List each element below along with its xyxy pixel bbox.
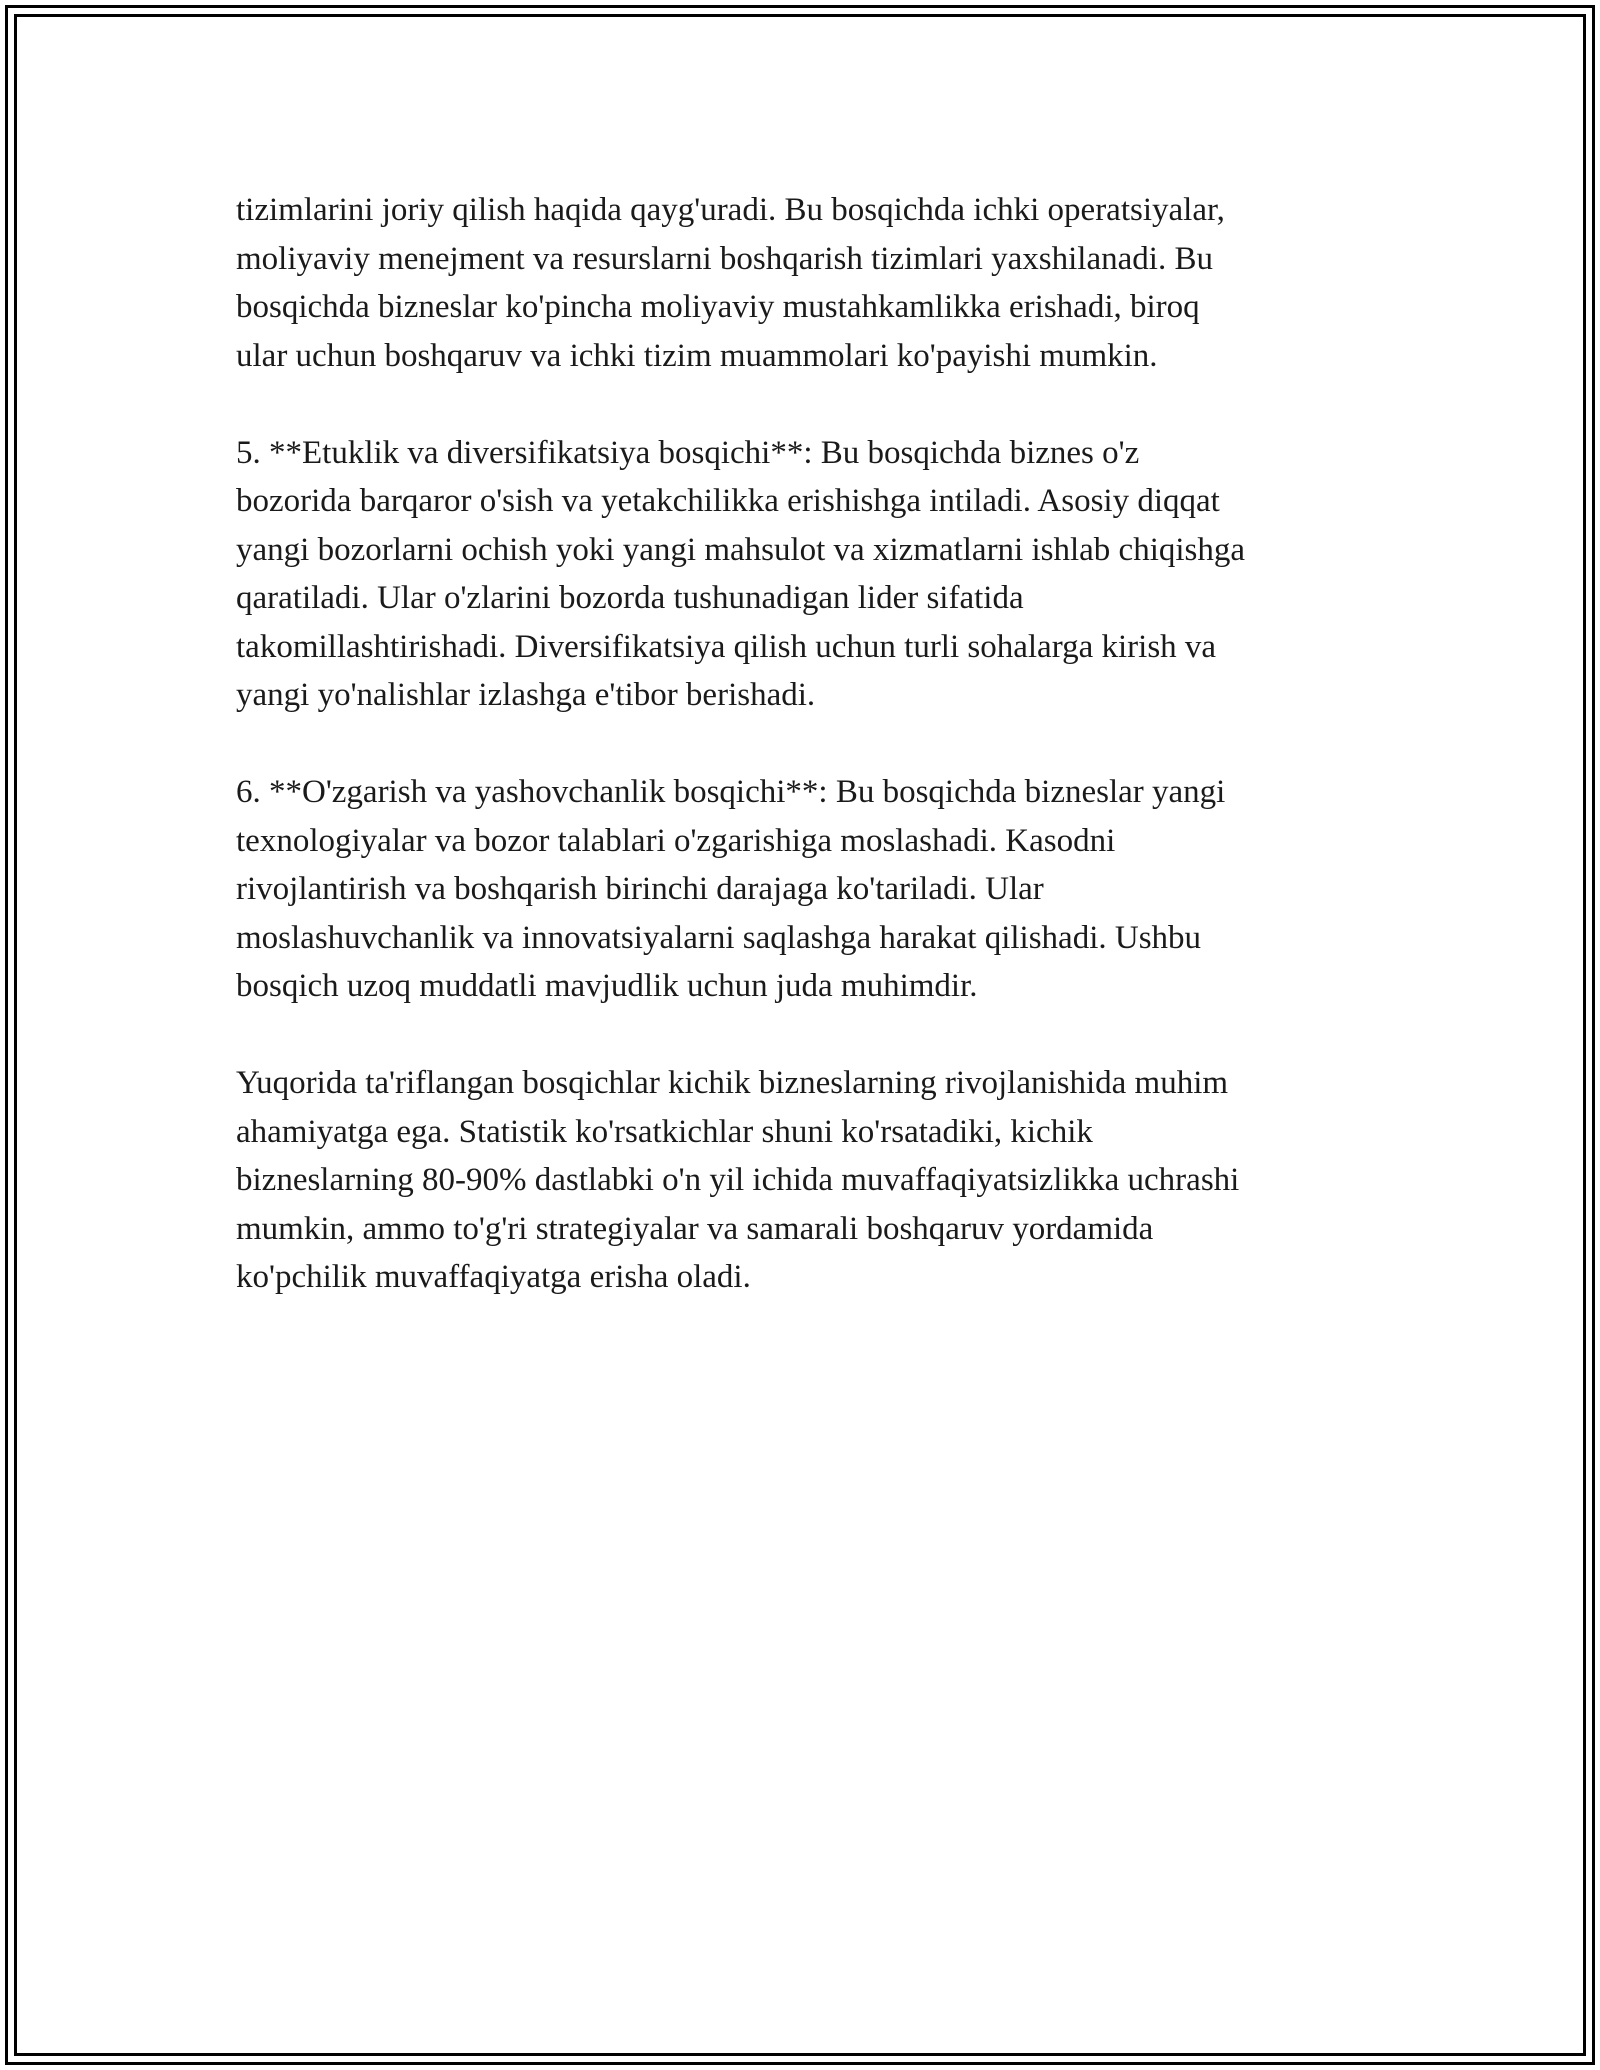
- text-line: bosqich uzoq muddatli mavjudlik uchun juda muhimdir.: [236, 968, 978, 1004]
- text-line: takomillashtirishadi. Diversifikatsiya qilish uchun turli sohalarga kirish va: [236, 628, 1217, 665]
- text-line: texnologiyalar va bozor talablari o'zgarishiga moslashadi. Kasodni: [236, 822, 1116, 859]
- text-line: mumkin, ammo to'g'ri strategiyalar va samarali boshqaruv yordamida: [236, 1210, 1154, 1247]
- text-line: bozorida barqaror o'sish va yetakchilikka erishishga intiladi. Asosiy diqqat: [236, 483, 1220, 519]
- paragraph-stage-5: [236, 429, 1396, 720]
- text-line: 5. **Etuklik va diversifikatsiya bosqichi**: Bu bosqichda biznes o'z: [236, 434, 1140, 471]
- text-line: yangi yo'nalishlar izlashga e'tibor berishadi.: [236, 677, 816, 713]
- text-line: bizneslarning 80-90% dastlabki o'n yil ichida muvaffaqiyatsizlikka uchrashi: [236, 1162, 1240, 1198]
- paragraph-stage-6: [236, 768, 1396, 1011]
- paragraph-intro-continuation: [236, 186, 1396, 380]
- text-line: tizimlarini joriy qilish haqida qayg'uradi. Bu bosqichda ichki operatsiyalar,: [236, 192, 1225, 228]
- text-line: moliyaviy menejment va resurslarni boshqarish tizimlari yaxshilanadi. Bu: [236, 240, 1213, 277]
- paragraph-conclusion: [236, 1059, 1396, 1302]
- text-line: ko'pchilik muvaffaqiyatga erisha oladi.: [236, 1259, 751, 1295]
- text-line: bosqichda bizneslar ko'pincha moliyaviy mustahkamlikka erishadi, biroq: [236, 289, 1200, 325]
- document-body: [236, 186, 1396, 1350]
- text-line: rivojlantirish va boshqarish birinchi darajaga ko'tariladi. Ular: [236, 871, 1044, 907]
- text-line: yangi bozorlarni ochish yoki yangi mahsulot va xizmatlarni ishlab chiqishga: [236, 531, 1246, 568]
- text-line: ahamiyatga ega. Statistik ko'rsatkichlar shuni ko'rsatadiki, kichik: [236, 1113, 1093, 1150]
- text-line: moslashuvchanlik va innovatsiyalarni saqlashga harakat qilishadi. Ushbu: [236, 919, 1202, 956]
- text-line: qaratiladi. Ular o'zlarini bozorda tushunadigan lider sifatida: [236, 580, 1024, 616]
- text-line: Yuqorida ta'riflangan bosqichlar kichik bizneslarning rivojlanishida muhim: [236, 1065, 1229, 1101]
- text-line: ular uchun boshqaruv va ichki tizim muammolari ko'payishi mumkin.: [236, 337, 1158, 374]
- text-line: 6. **O'zgarish va yashovchanlik bosqichi**: Bu bosqichda bizneslar yangi: [236, 774, 1226, 810]
